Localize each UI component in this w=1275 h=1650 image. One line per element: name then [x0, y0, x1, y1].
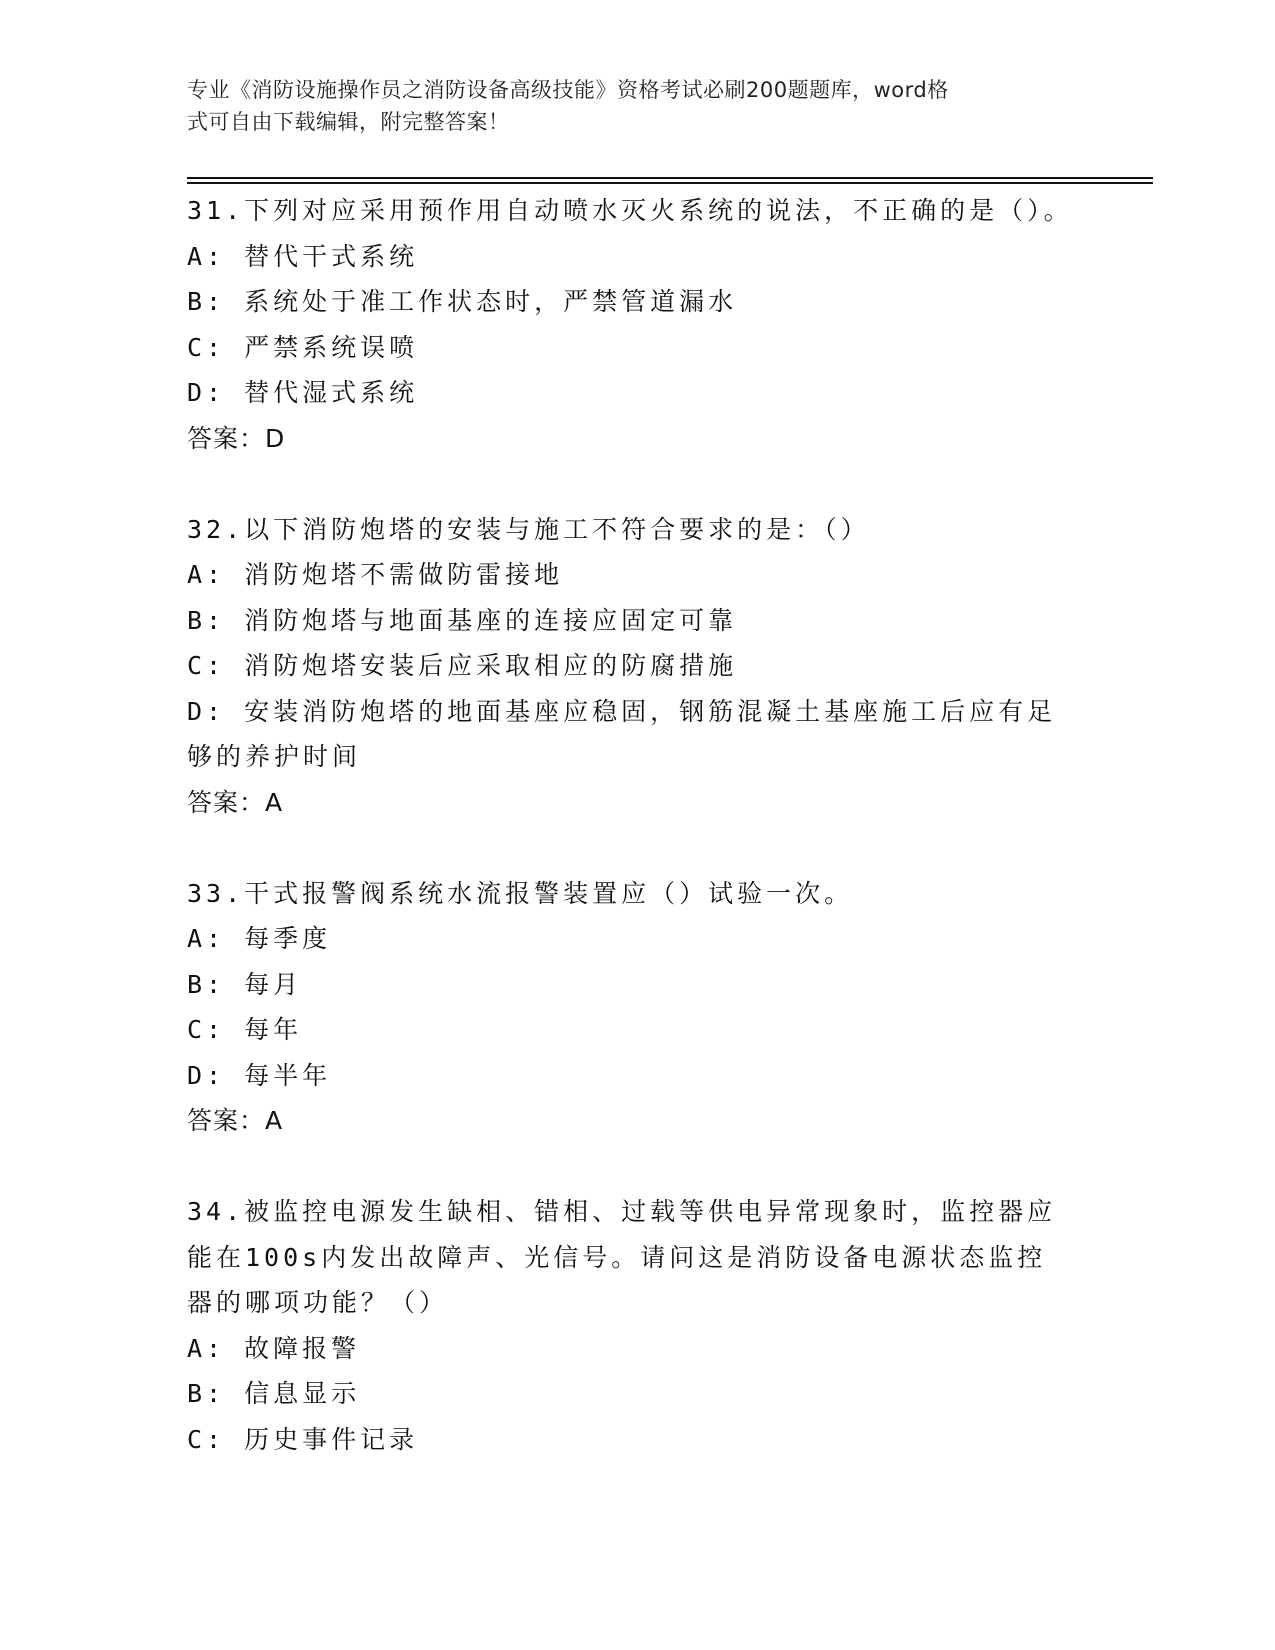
header-rule-top: [187, 177, 1153, 179]
question-stem: 32.以下消防炮塔的安装与施工不符合要求的是：（）: [187, 514, 870, 544]
question-spacer: [187, 825, 1087, 871]
question-stem: 33.干式报警阀系统水流报警装置应（）试验一次。: [187, 878, 854, 908]
question-list: [187, 188, 1087, 1462]
option-c: C: 每年: [187, 1015, 303, 1044]
option-b: B: 信息显示: [187, 1379, 361, 1408]
header-line-1: 专业《消防设施操作员之消防设备高级技能》资格考试必刷200题题库，word格: [187, 78, 949, 102]
option-a: A: 故障报警: [187, 1333, 361, 1363]
option-a: A: 消防炮塔不需做防雷接地: [187, 560, 564, 589]
option-a: A: 替代干式系统: [187, 241, 419, 271]
question-32: [187, 507, 1087, 826]
question-stem: 31.下列对应采用预作用自动喷水灭火系统的说法，不正确的是（）。: [187, 196, 1073, 225]
option-b: B: 每月: [187, 969, 303, 999]
option-d: D: 安装消防炮塔的地面基座应稳固，钢筋混凝土基座施工后应有足够的养护时间: [187, 696, 1057, 771]
question-31: [187, 188, 1087, 461]
question-spacer: [187, 1144, 1087, 1190]
option-a: A: 每季度: [187, 924, 332, 953]
option-c: C: 消防炮塔安装后应采取相应的防腐措施: [187, 651, 738, 680]
question-34: [187, 1189, 1087, 1462]
option-c: C: 历史事件记录: [187, 1424, 419, 1454]
question-stem: 34.被监控电源发生缺相、错相、过载等供电异常现象时，监控器应能在100s内发出故障声、光信号。请问这是消防设备电源状态监控器的哪项功能？（）: [187, 1197, 1057, 1317]
option-b: B: 系统处于准工作状态时，严禁管道漏水: [187, 287, 738, 316]
header-line-2: 式可自由下载编辑，附完整答案！: [187, 110, 510, 134]
answer-line: 答案：A: [187, 1106, 284, 1135]
option-b: B: 消防炮塔与地面基座的连接应固定可靠: [187, 605, 738, 635]
option-d: D: 每半年: [187, 1060, 332, 1090]
document-header: [187, 74, 1067, 138]
question-spacer: [187, 461, 1087, 507]
answer-line: 答案：A: [187, 787, 284, 817]
question-33: [187, 871, 1087, 1144]
option-d: D: 替代湿式系统: [187, 378, 419, 407]
option-c: C: 严禁系统误喷: [187, 332, 419, 362]
answer-line: 答案：D: [187, 423, 286, 453]
header-rule-bottom: [187, 182, 1153, 184]
